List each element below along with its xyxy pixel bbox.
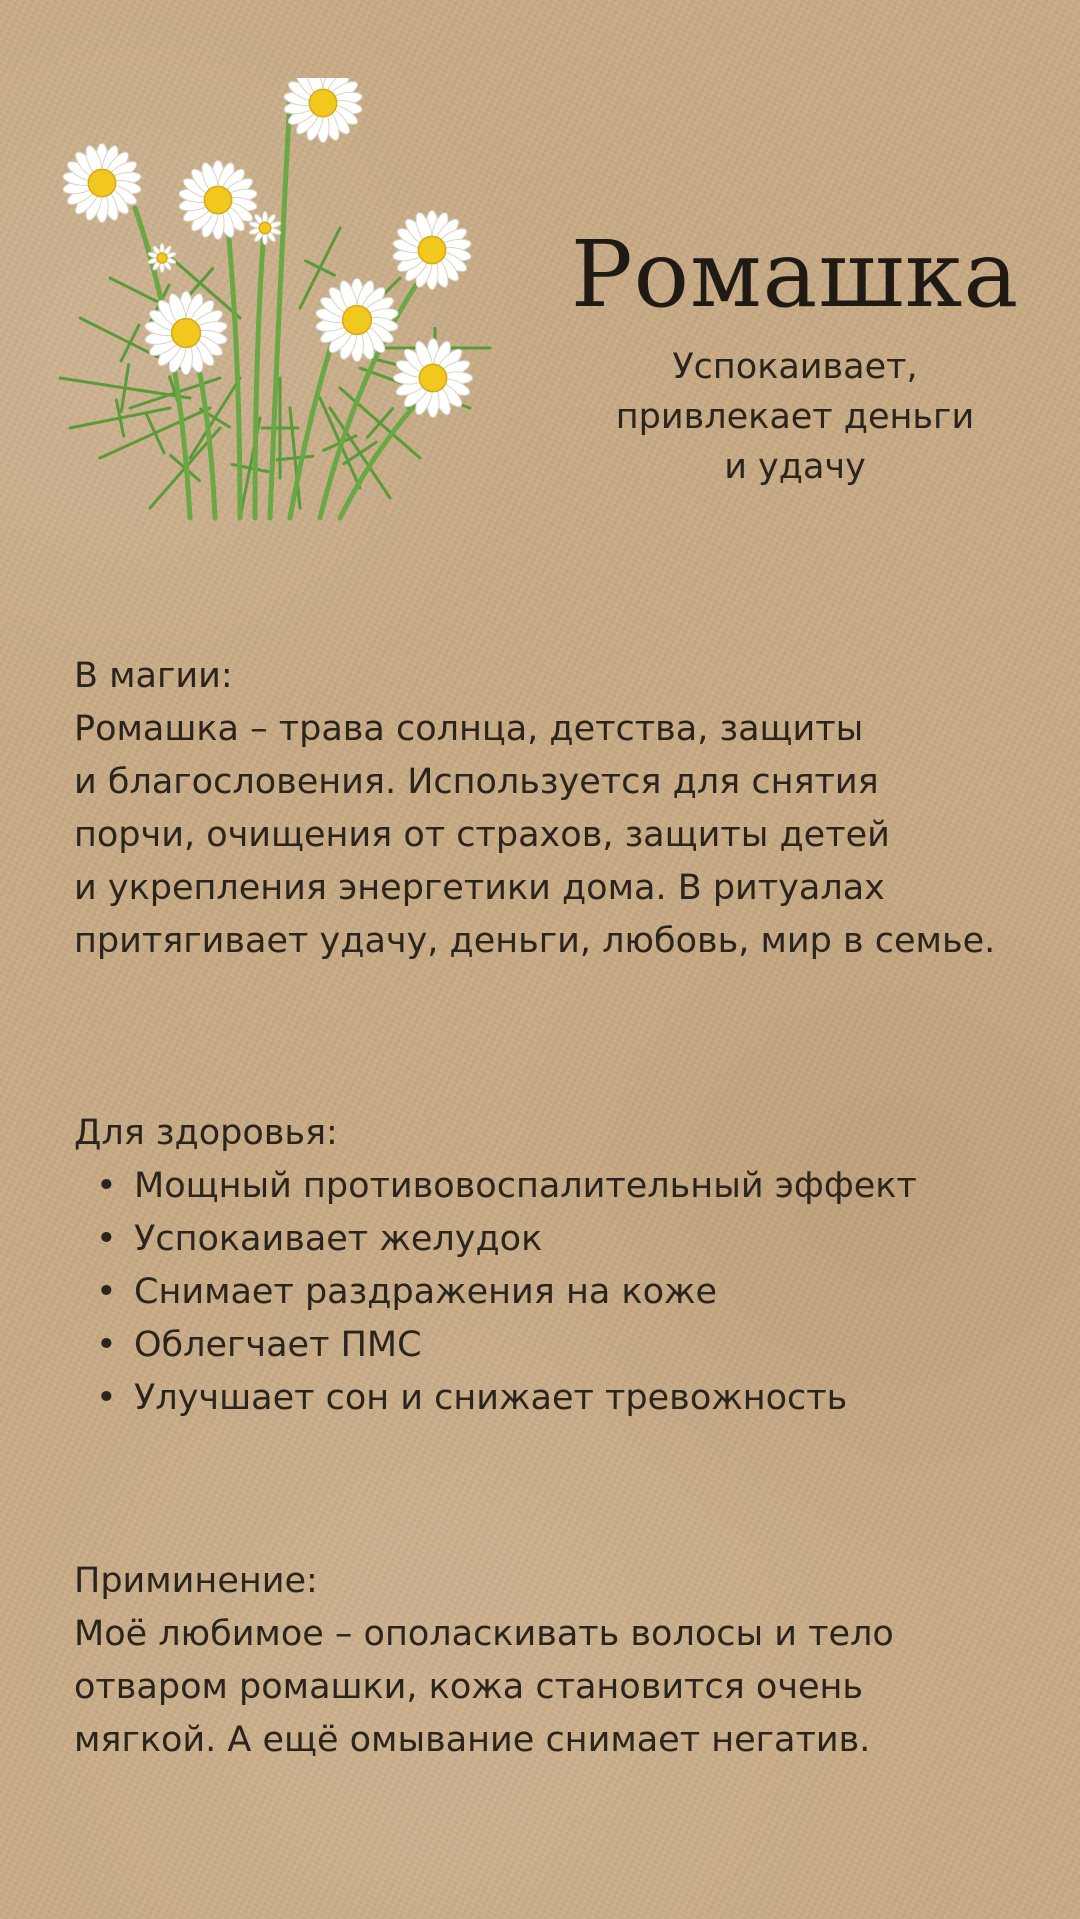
leaf-stroke — [121, 343, 130, 361]
health-list — [74, 1160, 1054, 1425]
leaf-stroke — [146, 413, 155, 433]
list-item-text: Успокаивает желудок — [134, 1219, 543, 1259]
usage-text-line: мягкой. А ещё омывание снимает негатив. — [74, 1720, 871, 1760]
chamomile-flower — [144, 291, 228, 374]
stem-stroke — [225, 198, 240, 518]
usage-section — [74, 1555, 1054, 1767]
list-item-text: Снимает раздражения на коже — [134, 1272, 718, 1312]
magic-text-line: порчи, очищения от страхов, защиты детей — [74, 815, 890, 855]
subtitle-line: привлекает деньги — [615, 397, 975, 437]
leaf-stroke — [121, 388, 125, 411]
page-title: Ромашка — [570, 221, 1020, 328]
bullet-icon: • — [96, 1272, 117, 1312]
chamomile-flower — [392, 210, 472, 289]
leaf-stroke — [120, 418, 124, 436]
leaf-stroke — [380, 409, 393, 423]
magic-heading: В магии: — [74, 656, 233, 696]
bullet-icon: • — [96, 1219, 117, 1259]
usage-heading: Приминение: — [74, 1561, 318, 1601]
magic-section — [74, 650, 1054, 968]
usage-text-line: отваром ромашки, кожа становится очень — [74, 1667, 864, 1707]
leaf-stroke — [367, 423, 380, 437]
chamomile-flower — [178, 160, 258, 239]
subtitle — [590, 342, 1000, 492]
magic-text-line: и укрепления энергетики дома. В ритуалах — [74, 868, 885, 908]
subtitle-line: Успокаивает, — [672, 347, 918, 387]
list-item — [74, 1160, 1054, 1213]
leaf-stroke — [320, 268, 334, 275]
leaf-stroke — [116, 400, 120, 418]
leaf-stroke — [215, 418, 229, 427]
chamomile-flower — [248, 211, 281, 244]
list-item-text: Облегчает ПМС — [134, 1325, 422, 1365]
health-heading: Для здоровья: — [74, 1113, 338, 1153]
list-item-text: Мощный противовоспалительный эффект — [134, 1166, 917, 1206]
list-item — [74, 1319, 1054, 1372]
magic-text-line: и благословения. Используется для снятия — [74, 762, 879, 802]
bullet-icon: • — [96, 1378, 117, 1418]
stem-stroke — [255, 218, 265, 518]
leaf-stroke — [171, 455, 185, 468]
list-item — [74, 1372, 1054, 1425]
list-item-text: Улучшает сон и снижает тревожность — [134, 1378, 848, 1418]
leaf-stroke — [200, 269, 213, 283]
leaf-stroke — [155, 433, 164, 453]
bullet-icon: • — [96, 1325, 117, 1365]
chamomile-flower — [62, 143, 142, 222]
list-item — [74, 1213, 1054, 1266]
chamomile-plant-icon — [40, 78, 560, 538]
magic-text-line: притягивает удачу, деньги, любовь, мир в семье. — [74, 921, 996, 961]
leaf-stroke — [130, 325, 139, 343]
chamomile-flower — [393, 338, 472, 417]
list-item — [74, 1266, 1054, 1319]
bullet-icon: • — [96, 1166, 117, 1206]
leaf-stroke — [360, 442, 376, 453]
health-section — [74, 1107, 1054, 1425]
subtitle-line: и удачу — [724, 447, 866, 487]
chamomile-flower — [283, 78, 363, 143]
usage-text-line: Моё любимое – ополаскивать волосы и тело — [74, 1614, 894, 1654]
leaf-stroke — [125, 365, 129, 388]
magic-text-line: Ромашка – трава солнца, детства, защиты — [74, 709, 864, 749]
leaf-stroke — [306, 261, 320, 268]
